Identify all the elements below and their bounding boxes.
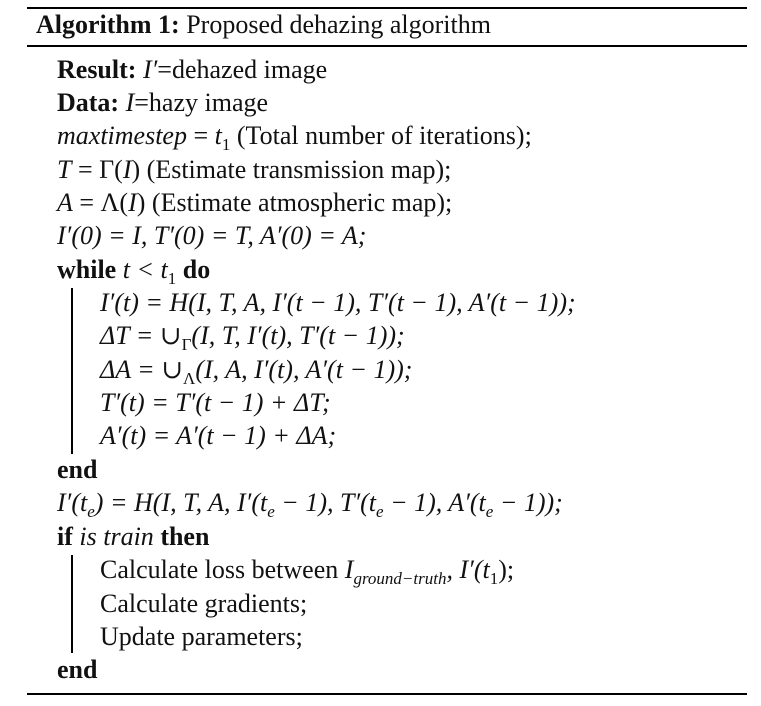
loop-line-4: T′(t) = T′(t − 1) + ΔT; — [100, 388, 331, 417]
train-line-1: Calculate loss between $I_{ground-truth}$, $I'(t_1)$; — [100, 555, 515, 588]
final-line: $I'(t_e) = H(I$, T, A, $I'(t_e - 1)$, $T'(t_e - 1)$, $A'(t_e - 1)$); — [57, 488, 563, 521]
algorithm-title — [36, 10, 491, 40]
data-line: Data: I=hazy image — [57, 88, 269, 117]
atmospheric-line: A = Λ(I) (Estimate atmospheric map); — [57, 188, 453, 217]
loop-line-5: A′(t) = A′(t − 1) + ΔA; — [100, 421, 337, 450]
transmission-line: T = Γ(I) (Estimate transmission map); — [57, 155, 452, 184]
init-line: I′(0) = I, T′(0) = T, A′(0) = A; — [57, 221, 367, 250]
bottom-rule — [27, 693, 747, 695]
maxtimestep-line: maxtimestep = $t_1$ (Total number of iterations); — [57, 121, 532, 154]
if-line: if is train then — [57, 522, 210, 551]
result-line: Result: I′=dehazed image — [57, 55, 328, 84]
while-line: while $t < t_1$ do — [57, 255, 211, 288]
loop-line-3: $\Delta A = \cup_\Lambda(I$, A, I′(t), A′(t − 1)); — [100, 355, 413, 388]
if-block-bar — [71, 555, 73, 653]
loop-line-1: I′(t) = H(I, T, A, I′(t − 1), T′(t − 1), A′(t − 1)); — [100, 288, 576, 317]
while-block-bar — [71, 288, 73, 454]
algorithm-caption: Proposed dehazing algorithm — [186, 10, 491, 39]
title-rule — [27, 45, 747, 47]
train-line-3: Update parameters; — [100, 622, 303, 651]
train-line-2: Calculate gradients; — [100, 589, 308, 618]
top-rule — [27, 7, 747, 9]
end-if: end — [57, 655, 98, 684]
loop-line-2: $\Delta T = \cup_\Gamma(I$, T, I′(t), T′(t − 1)); — [100, 321, 405, 354]
end-while: end — [57, 455, 98, 484]
algorithm-label: Algorithm 1: — [36, 10, 180, 39]
